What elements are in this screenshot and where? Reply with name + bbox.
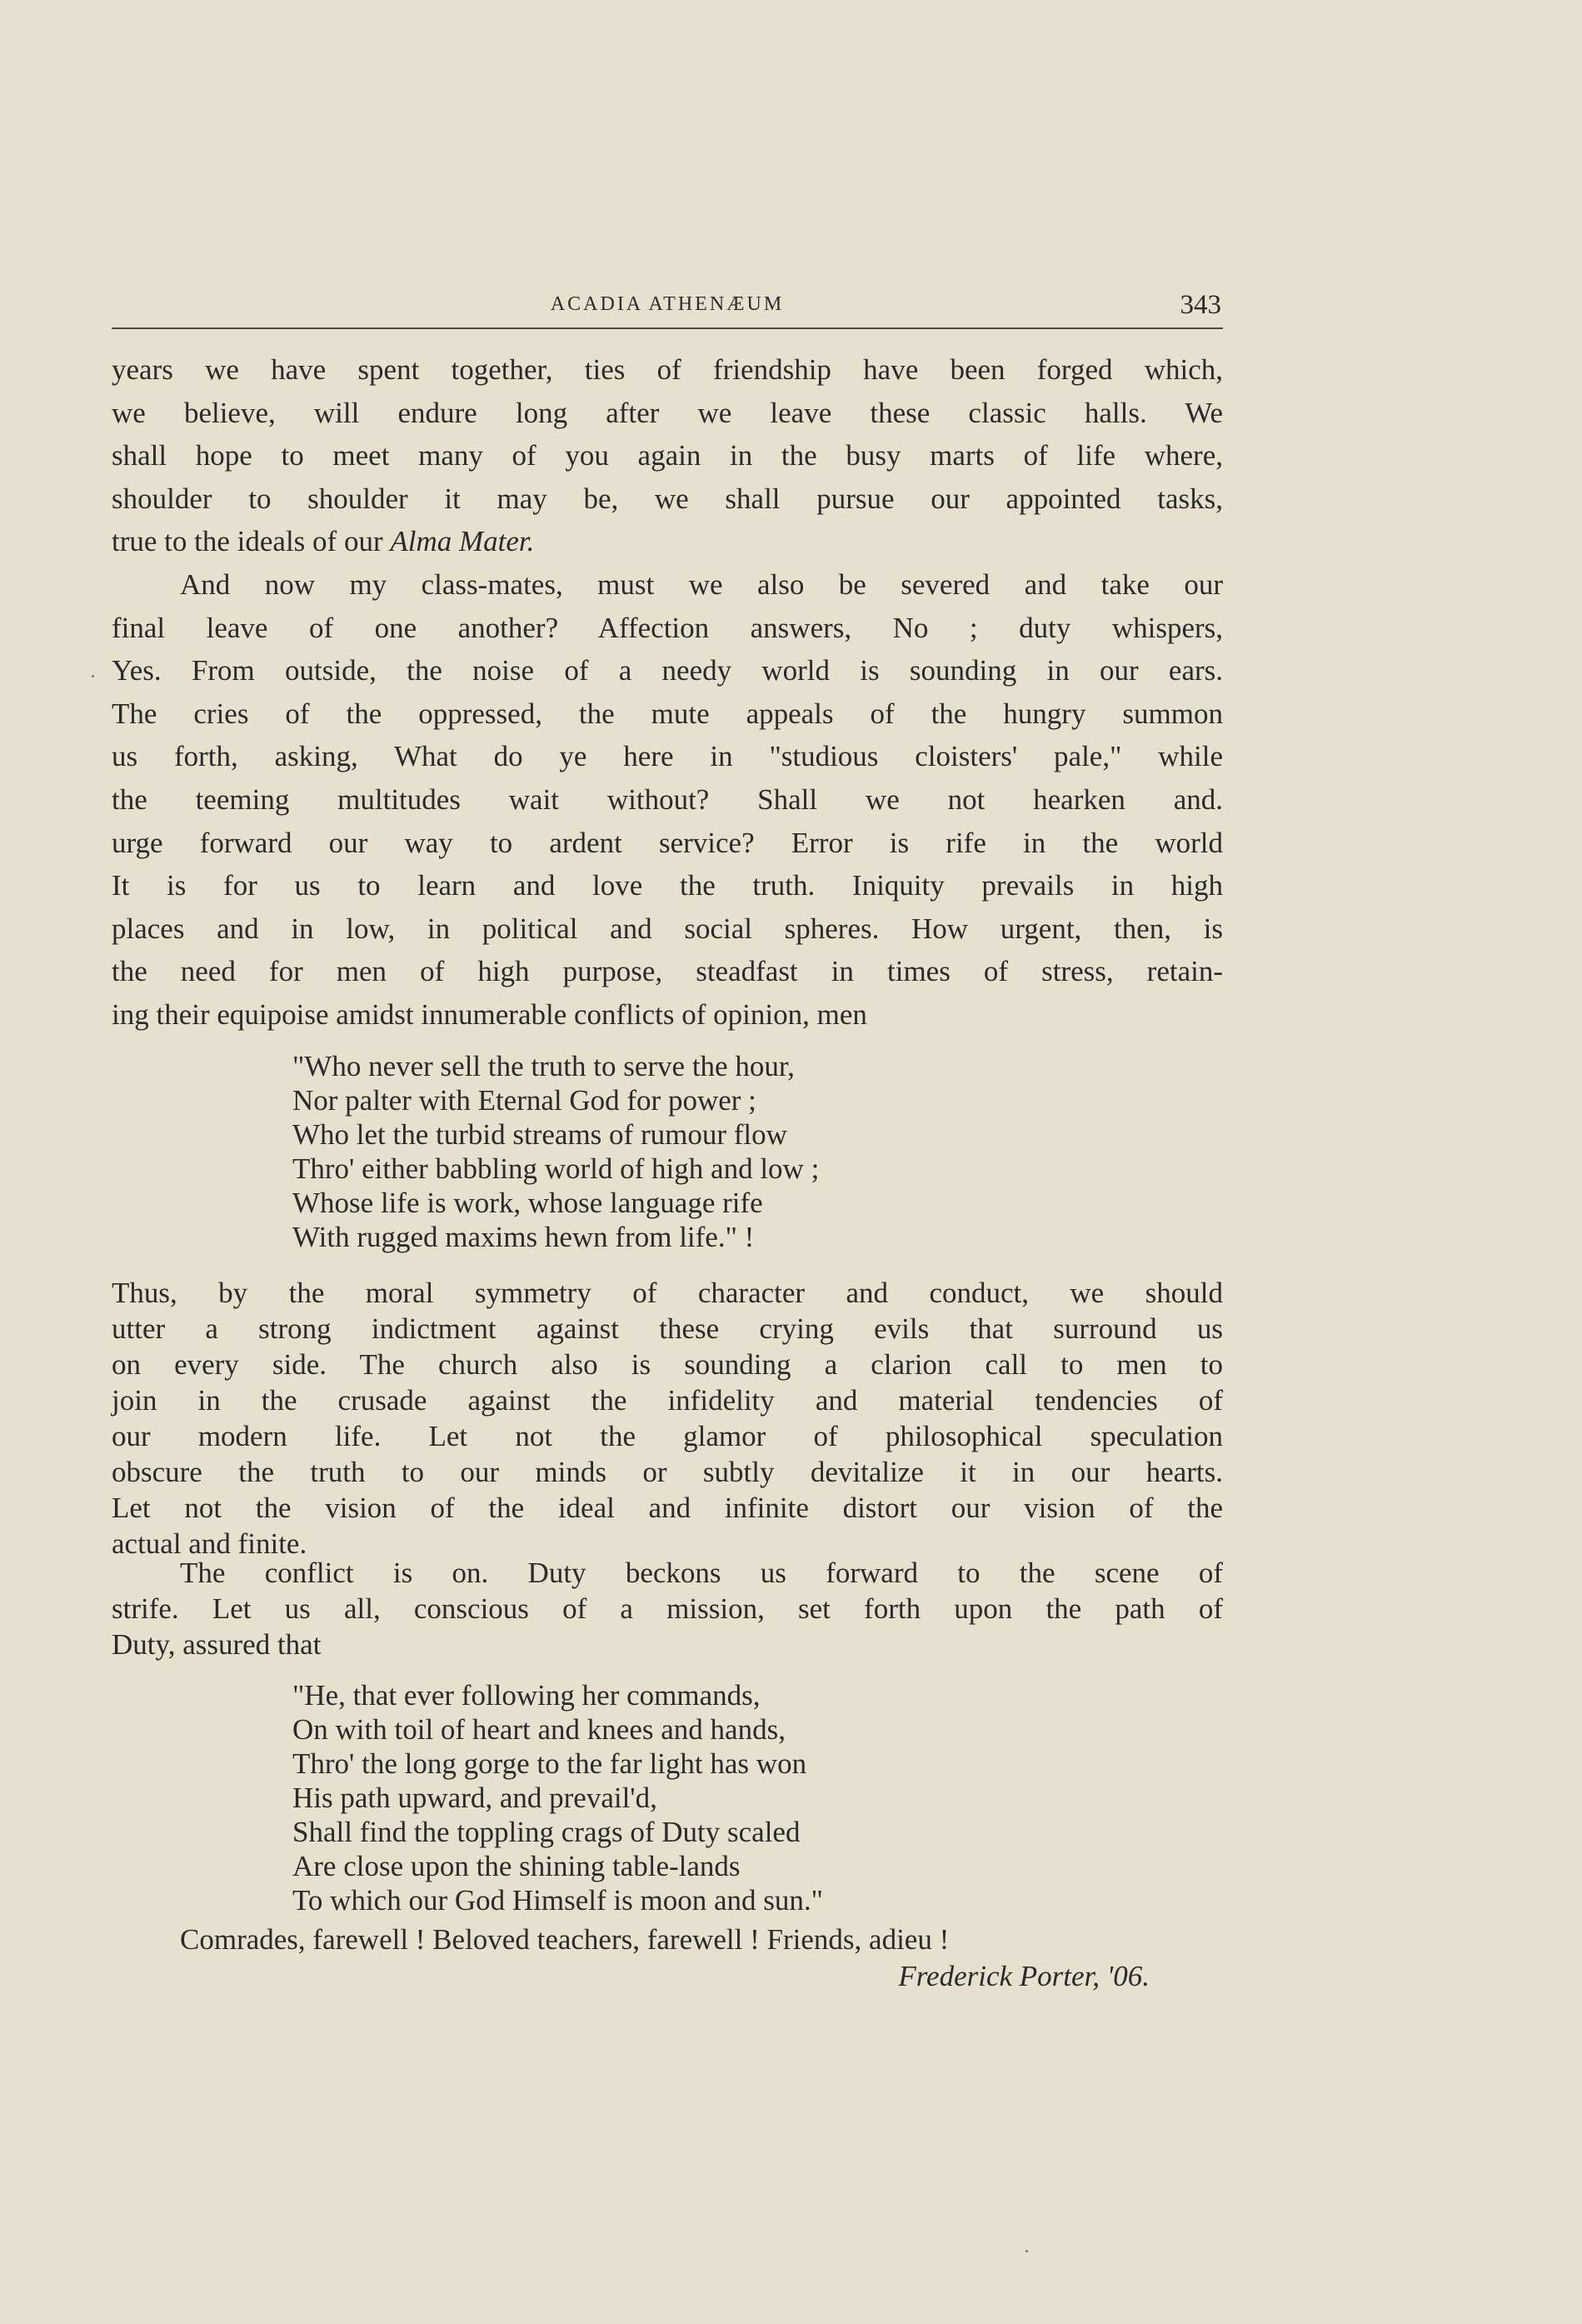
paragraph-1 bbox=[112, 348, 1223, 563]
text-line: strife. Let us all, conscious of a mission, set forth upon the path of bbox=[112, 1592, 1223, 1625]
paragraph-3 bbox=[112, 1275, 1223, 1562]
paragraph-4 bbox=[112, 1555, 1223, 1662]
page-header bbox=[112, 287, 1223, 325]
verse-line: Nor palter with Eternal God for power ; bbox=[292, 1084, 756, 1117]
text-line: join in the crusade against the infidelity and material tendencies of bbox=[112, 1384, 1223, 1417]
text-line: The conflict is on. Duty beckons us forward to the scene of bbox=[180, 1557, 1223, 1589]
text-line: shoulder to shoulder it may be, we shall pursue our appointed tasks, bbox=[112, 482, 1223, 515]
margin-mark bbox=[92, 675, 94, 677]
verse-line: "He, that ever following her commands, bbox=[292, 1679, 761, 1712]
verse-line: Thro' the long gorge to the far light has won bbox=[292, 1747, 807, 1780]
verse-line: "Who never sell the truth to serve the hour, bbox=[292, 1050, 795, 1082]
verse-line: His path upward, and prevail'd, bbox=[292, 1782, 657, 1814]
text-line: urge forward our way to ardent service? Error is rife in the world bbox=[112, 826, 1223, 859]
text-line: places and in low, in political and social spheres. How urgent, then, is bbox=[112, 912, 1223, 945]
verse-line: With rugged maxims hewn from life." ! bbox=[292, 1221, 755, 1253]
paragraph-2 bbox=[112, 563, 1223, 1037]
verse-line: Are close upon the shining table-lands bbox=[292, 1850, 741, 1882]
text-line: It is for us to learn and love the truth. Iniquity prevails in high bbox=[112, 869, 1223, 902]
text-line: utter a strong indictment against these crying evils that surround us bbox=[112, 1312, 1223, 1345]
text-line: Let not the vision of the ideal and infinite distort our vision of the bbox=[112, 1492, 1223, 1524]
text-line: actual and finite. bbox=[112, 1527, 307, 1560]
author-signature: Frederick Porter, '06. bbox=[898, 1960, 1150, 1992]
italic-text: Alma Mater. bbox=[390, 525, 535, 558]
running-head: ACADIA ATHENÆUM bbox=[550, 293, 785, 315]
text-line: the teeming multitudes wait without? Shall we not hearken and. bbox=[112, 782, 1223, 816]
text-line: years we have spent together, ties of friendship have been forged which, bbox=[112, 353, 1223, 386]
text-line: us forth, asking, What do ye here in "studious cloisters' pale," while bbox=[112, 740, 1223, 773]
text-line: final leave of one another? Affection answers, No ; duty whispers, bbox=[112, 611, 1223, 644]
text-line: Duty, assured that bbox=[112, 1628, 322, 1661]
verse-line: To which our God Himself is moon and sun." bbox=[292, 1884, 823, 1917]
text-line: And now my class-mates, must we also be severed and take our bbox=[180, 568, 1223, 601]
text-line: The cries of the oppressed, the mute appeals of the hungry summon bbox=[112, 697, 1223, 730]
verse-line: Whose life is work, whose language rife bbox=[292, 1187, 763, 1219]
text-line bbox=[112, 520, 1223, 563]
verse-line: Who let the turbid streams of rumour flow bbox=[292, 1118, 787, 1151]
page-number: 343 bbox=[1180, 290, 1221, 320]
text-line: we believe, will endure long after we leave these classic halls. We bbox=[112, 396, 1223, 429]
text-line: Yes. From outside, the noise of a needy world is sounding in our ears. bbox=[112, 654, 1223, 687]
text-line: the need for men of high purpose, steadfast in times of stress, retain- bbox=[112, 955, 1223, 988]
text-line: obscure the truth to our minds or subtly devitalize it in our hearts. bbox=[112, 1456, 1223, 1488]
text-line: shall hope to meet many of you again in the busy marts of life where, bbox=[112, 439, 1223, 472]
verse-quotation-2 bbox=[292, 1678, 823, 1917]
farewell-line: Comrades, farewell ! Beloved teachers, farewell ! Friends, adieu ! bbox=[180, 1923, 950, 1956]
text-line: ing their equipoise amidst innumerable conflicts of opinion, men bbox=[112, 997, 867, 1031]
text-line: Thus, by the moral symmetry of character and conduct, we should bbox=[112, 1277, 1223, 1309]
text-line: our modern life. Let not the glamor of philosophical speculation bbox=[112, 1420, 1223, 1452]
text-line: on every side. The church also is sounding a clarion call to men to bbox=[112, 1348, 1223, 1381]
text-fragment: true to the ideals of our bbox=[112, 525, 383, 558]
verse-line: Shall find the toppling crags of Duty scaled bbox=[292, 1816, 801, 1848]
margin-mark bbox=[1026, 2250, 1028, 2252]
verse-line: Thro' either babbling world of high and low ; bbox=[292, 1152, 820, 1185]
verse-quotation-1 bbox=[292, 1049, 819, 1254]
verse-line: On with toil of heart and knees and hands, bbox=[292, 1713, 786, 1746]
header-rule bbox=[112, 327, 1223, 329]
